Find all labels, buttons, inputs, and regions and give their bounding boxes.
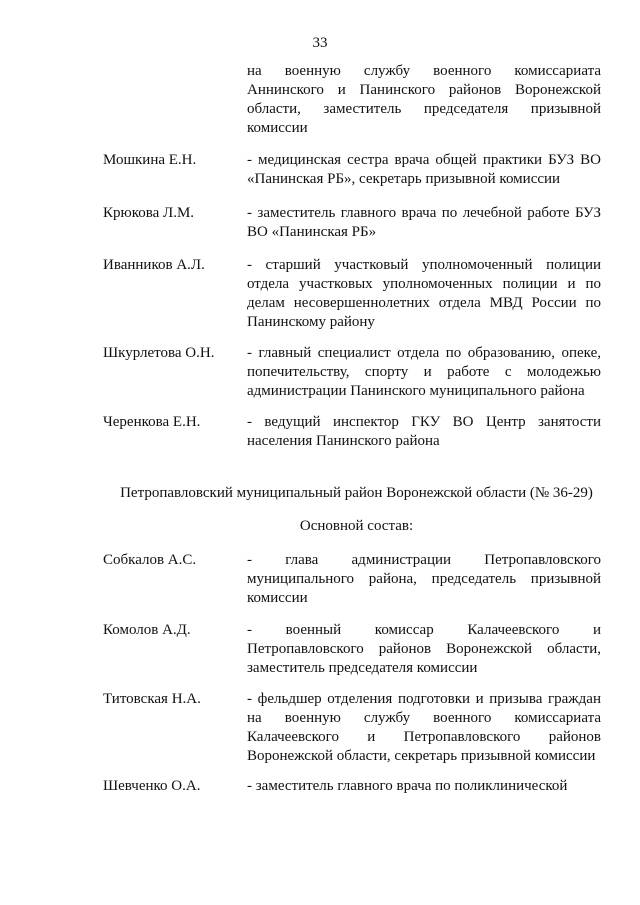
- continuation-text: на военную службу военного комиссариата Аннинского и Панинского районов Воронежской области, заместитель председателя призывной комиссии: [247, 63, 601, 136]
- page-number: 33: [312, 35, 328, 51]
- member-role: - старший участковый уполномоченный полиции отдела участковых уполномоченных полиции и по делам несовершеннолетних отдела МВД России по Панинскому району: [247, 257, 601, 330]
- member-name: Крюкова Л.М.: [103, 205, 195, 221]
- district-heading: Петропавловский муниципальный район Воронежской области (№ 36-29): [120, 485, 593, 501]
- member-role: - главный специалист отдела по образованию, опеке, попечительству, спорту и работе с молодежью администрации Панинского муниципального района: [247, 345, 601, 399]
- member-role: - ведущий инспектор ГКУ ВО Центр занятости населения Панинского района: [247, 414, 601, 449]
- member-role: - военный комиссар Калачеевского и Петропавловского районов Воронежской области, заместитель председателя комиссии: [247, 622, 601, 676]
- member-name: Черенкова Е.Н.: [103, 414, 201, 430]
- member-name: Комолов А.Д.: [103, 622, 191, 638]
- member-role: - заместитель главного врача по поликлинической: [247, 778, 568, 794]
- member-role: - медицинская сестра врача общей практики БУЗ ВО «Панинская РБ», секретарь призывной комиссии: [247, 152, 601, 187]
- member-name: Шевченко О.А.: [103, 778, 201, 794]
- member-name: Шкурлетова О.Н.: [103, 345, 215, 361]
- composition-heading: Основной состав:: [299, 518, 414, 534]
- member-role: - заместитель главного врача по лечебной работе БУЗ ВО «Панинская РБ»: [247, 205, 601, 240]
- member-name: Титовская Н.А.: [103, 691, 201, 707]
- member-name: Мошкина Е.Н.: [103, 152, 197, 168]
- member-name: Собкалов А.С.: [103, 552, 197, 568]
- member-role: - глава администрации Петропавловского муниципального района, председатель призывной комиссии: [247, 552, 601, 606]
- member-name: Иванников А.Л.: [103, 257, 205, 273]
- member-role: - фельдшер отделения подготовки и призыва граждан на военную службу военного комиссариата Калачеевского и Петропавловского районов Воронежской области, секретарь призывной комиссии: [247, 691, 601, 764]
